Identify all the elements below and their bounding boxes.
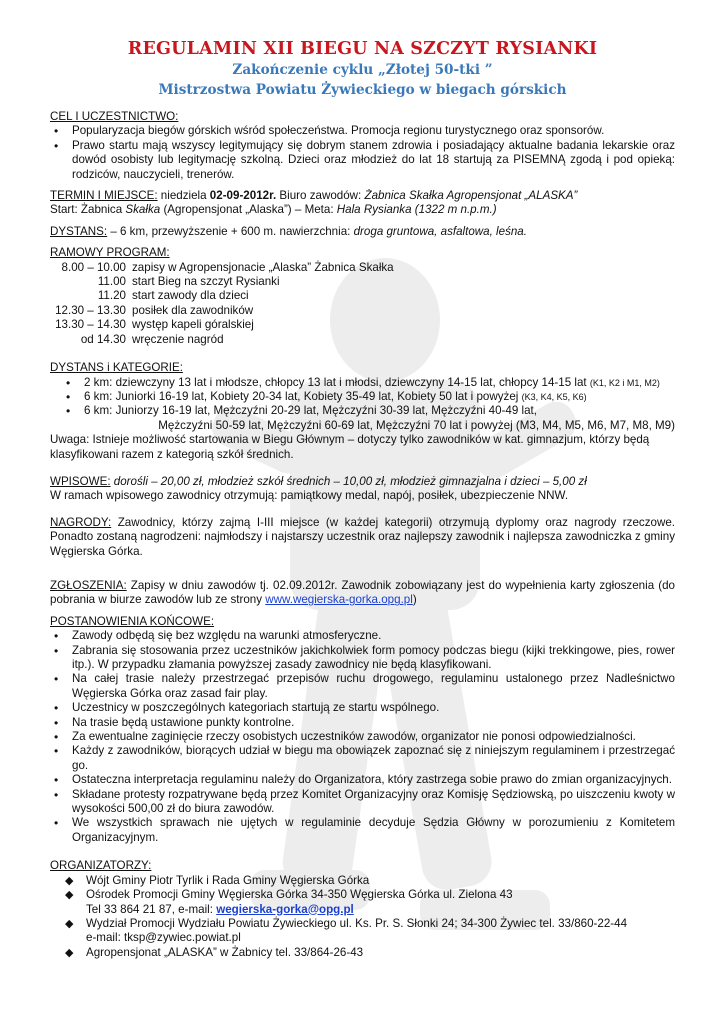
category-continuation: Mężczyźni 50-59 lat, Mężczyźni 60-69 lat, Mężczyźni 70 lat i powyżej (M3, M4, M5, M6, M7, M8, M9) [158,418,675,432]
list-item: ◆ Wójt Gminy Piotr Tyrlik i Rada Gminy Węgierska Górka [50,874,675,888]
program-desc: start Bieg na szczyt Rysianki [132,275,280,289]
list-item: • Zabrania się stosowania przez uczestników jakichkolwiek form pomocy podczas biegu (kijki trekkingowe, pies, rower itp.). W przypadku złamania powyższej zasady zawodnicy nie będą klasyfikowani. [50,644,675,673]
table-row [50,318,394,332]
section-dystans [50,225,675,239]
organizer-phone: Tel 33 864 21 87, e-mail: [86,902,217,916]
section-zgloszenia [50,579,675,608]
program-time: od 14.30 [80,332,126,346]
table-row [50,261,394,275]
list-item: • Za ewentualne zaginięcie rzeczy osobistych uczestników zawodów, organizator nie ponosi odpowiedzialności. [50,730,675,744]
list-item: ◆ Agropensjonat „ALASKA” w Żabnicy tel. 33/864-26-43 [50,946,675,960]
section-heading: DYSTANS i KATEGORIE: [50,361,183,375]
section-heading: NAGRODY: [50,515,112,529]
section-heading: WPISOWE: [50,474,111,488]
email-link[interactable]: wegierska-gorka@opg.pl [216,902,354,916]
section-termin [50,189,675,218]
wpisowe-fees: dorośli – 20,00 zł, młodzież szkół średnich – 10,00 zł, młodzież gimnazjalna i dzieci – 5,00 zł [110,474,587,488]
section-heading: POSTANOWIENIA KOŃCOWE: [50,614,215,628]
category-codes: (K3, K4, K5, K6) [521,391,587,402]
list-item: • Składane protesty rozpatrywane będą przez Komitet Organizacyjny oraz Komisję Sędziowską, po uiszczeniu kwoty w wysokości 500,00 zł do biura zawodów. [50,788,675,817]
category-note: Uwaga: Istnieje możliwość startowania w Biegu Głównym – dotyczy tylko zawodników w kat. gimnazjum, którzy będą klasyfikowani razem z kategorią szkół średnich. [50,433,650,461]
subtitle-championship: Mistrzostwa Powiatu Żywieckiego w biegach górskich [158,82,567,98]
dystans-text: – 6 km, przewyższenie + 600 m. nawierzchnia: [107,224,354,238]
section-heading: TERMIN I MIEJSCE: [50,189,158,203]
list-item: • Ostateczna interpretacja regulaminu należy do Organizatora, który zastrzega sobie prawo do zmian organizacyjnych. [50,773,675,787]
program-time: 11.20 [97,289,126,303]
list-item: • Prawo startu mają wszyscy legitymujący się dobrym stanem zdrowia i posiadający aktualne badania lekarskie oraz dowód osobisty lub legitymację szkolną. Dzieci oraz młodzież do lat 18 startują za PISEMNĄ zgodą i pod opieką: rodziców, nauczycieli, trenerów. [50,139,675,182]
list-item: • Popularyzacja biegów górskich wśród społeczeństwa. Promocja regionu turystycznego oraz sponsorów. [50,124,675,138]
section-heading: ORGANIZATORZY: [50,859,152,873]
list-item: • We wszystkich sprawach nie ujętych w regulaminie decyduje Sędzia Główny w porozumieniu z Komitetem Organizacyjnym. [50,816,675,845]
list-item [62,376,675,390]
section-heading: RAMOWY PROGRAM: [50,246,170,260]
termin-day: niedziela [157,189,210,203]
organizer-address: ◆ Ośrodek Promocji Gminy Węgierska Górka 34-350 Węgierska Górka ul. Zielona 43 [86,888,513,902]
document-title: REGULAMIN XII BIEGU NA SZCZYT RYSIANKI [127,39,598,59]
list-item [62,390,675,404]
wpisowe-includes: W ramach wpisowego zawodnicy otrzymują: pamiątkowy medal, napój, posiłek, ubezpieczenie NNW. [50,489,569,503]
program-desc: występ kapeli góralskiej [132,318,254,332]
program-desc: zapisy w Agropensjonacie „Alaska” Żabnica Skałka [132,260,394,274]
program-desc: posiłek dla zawodników [132,303,254,317]
table-row [50,275,394,289]
office-label: Biuro zawodów: [276,189,365,203]
category-text: 2 km: dziewczyny 13 lat i młodsze, chłopcy 13 lat i młodsi, dziewczyny 14-15 lat, chłopcy 14-15 lat [84,375,590,389]
start-rest: (Agropensjonat „Alaska”) – Meta: [160,203,337,217]
section-kategorie [50,361,675,462]
table-row [50,333,394,347]
section-nagrody [50,516,675,559]
section-cel [50,110,675,182]
program-time: 11.00 [97,275,126,289]
termin-date: 02-09-2012r. [209,189,277,203]
website-link[interactable]: www.wegierska-gorka.opg.pl [265,593,413,607]
list-item: • Uczestnicy w poszczególnych kategoriach startują ze startu wspólnego. [50,701,675,715]
program-desc: start zawody dla dzieci [132,289,249,303]
table-row [50,289,394,303]
office-place: Żabnica Skałka Agropensjonat „ALASKA” [364,189,578,203]
program-time: 12.30 – 13.30 [55,303,126,317]
list-item [50,917,675,946]
start-label: Start: Żabnica [50,203,126,217]
organizer-address: ◆ Wydział Promocji Wydziału Powiatu Żywieckiego ul. Ks. Pr. S. Słonki 24; 34-300 Żywiec tel. 33/860-22-44 [86,916,628,930]
program-desc: wręczenie nagród [132,332,224,346]
organizer-email: e-mail: tksp@zywiec.powiat.pl [86,931,241,945]
subtitle-cycle: Zakończenie cyklu „Złotej 50-tki ” [232,62,493,78]
zgloszenia-end: ) [412,593,417,607]
list-item [62,404,675,418]
category-text: 6 km: Juniorzy 16-19 lat, Mężczyźni 20-29 lat, Mężczyźni 30-39 lat, Mężczyźni 40-49 lat, [84,404,537,418]
section-program [50,246,675,347]
section-wpisowe [50,475,675,504]
section-heading: CEL I UCZESTNICTWO: [50,110,179,123]
zgloszenia-text: Zapisy w dniu zawodów tj. 02.09.2012r. Zawodnik zobowiązany jest do wypełnienia karty zgłoszenia (do pobrania w biurze zawodów lub ze strony [50,578,675,607]
section-heading: DYSTANS: [50,224,108,238]
list-item [50,888,675,917]
list-item: • Na całej trasie należy przestrzegać przepisów ruchu drogowego, regulaminu ustalonego przez Nadleśnictwo Węgierska Górka oraz zasad fair play. [50,672,675,701]
finish-place: Hala Rysianka (1322 m n.p.m.) [336,203,497,217]
start-place: Skałka [125,203,161,217]
program-time: 8.00 – 10.00 [61,260,126,274]
section-postanowienia [50,615,675,846]
regulation-document [50,38,675,960]
dystans-surface: droga gruntowa, asfaltowa, leśna. [353,224,527,238]
nagrody-text: Zawodnicy, którzy zajmą I-III miejsce (w każdej kategorii) otrzymują dyplomy oraz nagrody rzeczowe. Ponadto zostaną nagrodzeni: najmłodszy i najstarszy uczestnik oraz najlepszy zawodnik i najlepsza zawodniczka z gminy Węgierska Górka. [50,515,675,558]
category-codes: (K1, K2 i M1, M2) [589,377,660,388]
list-item: • Każdy z zawodników, biorących udział w biegu ma obowiązek zapoznać się z niniejszym regulaminem i przestrzegać go. [50,744,675,773]
section-heading: ZGŁOSZENIA: [50,578,127,592]
table-row [50,304,394,318]
program-time: 13.30 – 14.30 [55,318,126,332]
list-item: • Zawody odbędą się bez względu na warunki atmosferyczne. [50,629,675,643]
program-table [50,261,394,347]
list-item: • Na trasie będą ustawione punkty kontrolne. [50,716,675,730]
category-text: 6 km: Juniorki 16-19 lat, Kobiety 20-34 lat, Kobiety 35-49 lat, Kobiety 50 lat i powyżej [84,389,522,403]
section-organizatorzy [50,859,675,960]
